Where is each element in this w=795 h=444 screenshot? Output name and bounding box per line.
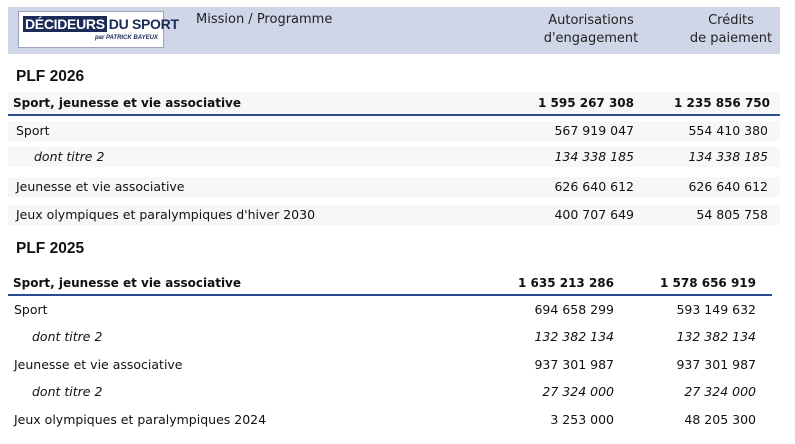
row-ae: 937 301 987 (534, 357, 614, 372)
total-row-label: Sport, jeunesse et vie associative (13, 96, 242, 110)
row-label: dont titre 2 (32, 384, 103, 399)
decideurs-du-sport-logo (18, 11, 179, 48)
row-ae: 3 253 000 (550, 412, 614, 427)
row-label: Sport (14, 302, 48, 317)
row-label: dont titre 2 (32, 329, 103, 344)
cp-header-line1: Crédits (708, 13, 754, 28)
table-row (8, 355, 772, 375)
row-cp: 554 410 380 (688, 123, 768, 138)
ae-header-line1: Autorisations (548, 13, 634, 28)
row-cp: 937 301 987 (676, 357, 756, 372)
row-cp: 54 805 758 (696, 207, 768, 222)
row-label: Jeux olympiques et paralympiques d'hiver 2030 (16, 207, 316, 222)
row-cp: 626 640 612 (688, 179, 768, 194)
row-cp: 132 382 134 (676, 329, 756, 344)
logo-tagline: par PATRICK BAYEUX (94, 35, 158, 41)
table-row (8, 300, 772, 320)
row-label: Jeunesse et vie associative (16, 179, 185, 194)
row-cp: 134 338 185 (688, 149, 768, 164)
plf-2026-total-row (8, 92, 780, 116)
logo-wordmark (23, 15, 179, 33)
table-row (8, 205, 780, 225)
total-row-cp: 1 578 656 919 (659, 276, 756, 290)
row-label: dont titre 2 (34, 149, 105, 164)
cp-header-line2: de paiement (689, 31, 773, 46)
table-header (8, 7, 780, 54)
total-row-ae: 1 635 213 286 (517, 276, 614, 290)
table-row (8, 382, 772, 402)
total-row-ae: 1 595 267 308 (537, 96, 634, 110)
table-row (8, 327, 772, 347)
row-ae: 567 919 047 (554, 123, 634, 138)
row-ae: 132 382 134 (534, 329, 614, 344)
row-ae: 626 640 612 (554, 179, 634, 194)
row-label: Jeux olympiques et paralympiques 2024 (14, 412, 267, 427)
row-label: Sport (16, 123, 50, 138)
row-cp: 593 149 632 (676, 302, 756, 317)
ae-column-header (536, 12, 646, 48)
row-cp: 27 324 000 (684, 384, 756, 399)
row-ae: 134 338 185 (554, 149, 634, 164)
plf-2026-title: PLF 2026 (16, 68, 85, 85)
row-ae: 694 658 299 (534, 302, 614, 317)
total-row-label: Sport, jeunesse et vie associative (13, 276, 242, 290)
cp-column-header (684, 12, 778, 48)
row-ae: 27 324 000 (542, 384, 614, 399)
mission-column-header: Mission / Programme (196, 12, 333, 27)
plf-2025-total-row (8, 272, 772, 296)
plf-2025-title: PLF 2025 (16, 240, 85, 257)
ae-header-line2: d'engagement (543, 31, 639, 46)
row-ae: 400 707 649 (554, 207, 634, 222)
table-row (8, 121, 780, 141)
logo-part-a: DÉCIDEURS (25, 16, 105, 32)
row-label: Jeunesse et vie associative (14, 357, 183, 372)
total-row-cp: 1 235 856 750 (673, 96, 770, 110)
table-row (8, 147, 780, 167)
row-cp: 48 205 300 (684, 412, 756, 427)
table-row (8, 410, 772, 430)
logo-part-b: DU SPORT (108, 16, 179, 32)
table-row (8, 177, 780, 197)
